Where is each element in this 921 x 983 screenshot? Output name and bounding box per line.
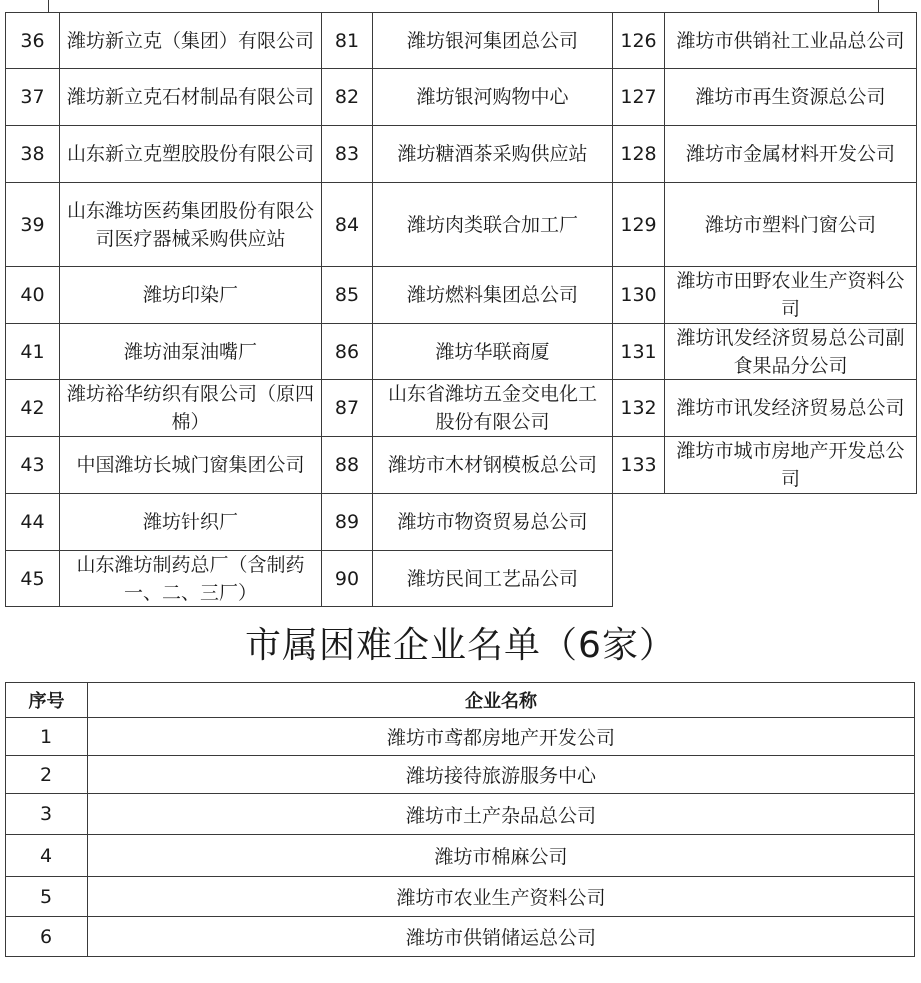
enterprise-name: 潍坊市农业生产资料公司	[87, 876, 915, 917]
company-number: 127	[612, 68, 665, 126]
row-index: 5	[5, 876, 88, 917]
enterprise-name: 潍坊接待旅游服务中心	[87, 755, 915, 794]
table-row	[6, 69, 917, 126]
company-number: 81	[321, 12, 373, 69]
company-number: 128	[612, 125, 665, 183]
company-name: 潍坊华联商厦	[372, 323, 613, 380]
company-number: 90	[321, 550, 373, 607]
table-row	[6, 380, 917, 437]
company-name: 潍坊市再生资源总公司	[664, 68, 917, 126]
table-row	[6, 324, 917, 380]
company-number: 37	[5, 68, 60, 126]
company-name: 山东潍坊医药集团股份有限公司医疗器械采购供应站	[59, 182, 322, 267]
row-index: 3	[5, 793, 88, 835]
company-name: 潍坊银河集团总公司	[372, 12, 613, 69]
company-number: 87	[321, 379, 373, 437]
company-name: 潍坊市供销社工业品总公司	[664, 12, 917, 69]
table-row	[6, 917, 915, 957]
company-number: 129	[612, 182, 665, 267]
company-number: 43	[5, 436, 60, 494]
company-number: 42	[5, 379, 60, 437]
company-number: 85	[321, 266, 373, 324]
company-name: 潍坊市木材钢模板总公司	[372, 436, 613, 494]
company-name: 潍坊市田野农业生产资料公司	[664, 266, 917, 324]
enterprise-name: 潍坊市棉麻公司	[87, 834, 915, 877]
table-row	[6, 756, 915, 794]
section-title: 市属困难企业名单（6家）	[245, 625, 676, 666]
company-name: 山东省潍坊五金交电化工股份有限公司	[372, 379, 613, 437]
company-name: 潍坊新立克（集团）有限公司	[59, 12, 322, 69]
company-number: 86	[321, 323, 373, 380]
company-number: 36	[5, 12, 60, 69]
company-name: 潍坊市讯发经济贸易总公司	[664, 379, 917, 437]
company-number: 38	[5, 125, 60, 183]
company-number: 82	[321, 68, 373, 126]
company-name: 潍坊新立克石材制品有限公司	[59, 68, 322, 126]
header-name: 企业名称	[87, 682, 915, 718]
enterprise-name: 潍坊市土产杂品总公司	[87, 793, 915, 835]
company-name: 潍坊市金属材料开发公司	[664, 125, 917, 183]
company-number: 133	[612, 436, 665, 494]
table-row	[6, 551, 917, 607]
company-name: 潍坊银河购物中心	[372, 68, 613, 126]
table-row	[6, 13, 917, 69]
company-number: 83	[321, 125, 373, 183]
table-header	[6, 683, 915, 718]
enterprise-name: 潍坊市鸢都房地产开发公司	[87, 717, 915, 756]
company-number: 40	[5, 266, 60, 324]
company-number: 131	[612, 323, 665, 380]
table-row	[6, 494, 917, 551]
company-number: 44	[5, 493, 60, 551]
table-row	[6, 437, 917, 494]
company-number: 126	[612, 12, 665, 69]
company-number: 89	[321, 493, 373, 551]
company-number: 45	[5, 550, 60, 607]
row-index: 6	[5, 916, 88, 957]
header-index: 序号	[5, 682, 88, 718]
company-name: 潍坊针织厂	[59, 493, 322, 551]
company-name: 潍坊糖酒茶采购供应站	[372, 125, 613, 183]
row-index: 4	[5, 834, 88, 877]
company-name: 山东新立克塑胶股份有限公司	[59, 125, 322, 183]
company-name: 潍坊裕华纺织有限公司（原四棉）	[59, 379, 322, 437]
company-name: 潍坊肉类联合加工厂	[372, 182, 613, 267]
company-name: 潍坊讯发经济贸易总公司副食果品分公司	[664, 323, 917, 380]
table-row	[6, 126, 917, 183]
company-number: 41	[5, 323, 60, 380]
company-name: 潍坊市城市房地产开发总公司	[664, 436, 917, 494]
company-name: 潍坊民间工艺品公司	[372, 550, 613, 607]
company-number: 130	[612, 266, 665, 324]
company-number: 84	[321, 182, 373, 267]
company-number: 132	[612, 379, 665, 437]
row-index: 2	[5, 755, 88, 794]
table-row	[6, 718, 915, 756]
company-name: 中国潍坊长城门窗集团公司	[59, 436, 322, 494]
company-number: 88	[321, 436, 373, 494]
company-name: 潍坊印染厂	[59, 266, 322, 324]
table-row	[6, 835, 915, 877]
company-name: 山东潍坊制药总厂（含制药一、二、三厂）	[59, 550, 322, 607]
table-row	[6, 794, 915, 835]
company-name: 潍坊市塑料门窗公司	[664, 182, 917, 267]
company-number: 39	[5, 182, 60, 267]
table-row	[6, 877, 915, 917]
company-name: 潍坊市物资贸易总公司	[372, 493, 613, 551]
company-name: 潍坊燃料集团总公司	[372, 266, 613, 324]
table-row	[6, 183, 917, 267]
company-name: 潍坊油泵油嘴厂	[59, 323, 322, 380]
enterprise-name: 潍坊市供销储运总公司	[87, 916, 915, 957]
row-index: 1	[5, 717, 88, 756]
table-row	[6, 267, 917, 324]
